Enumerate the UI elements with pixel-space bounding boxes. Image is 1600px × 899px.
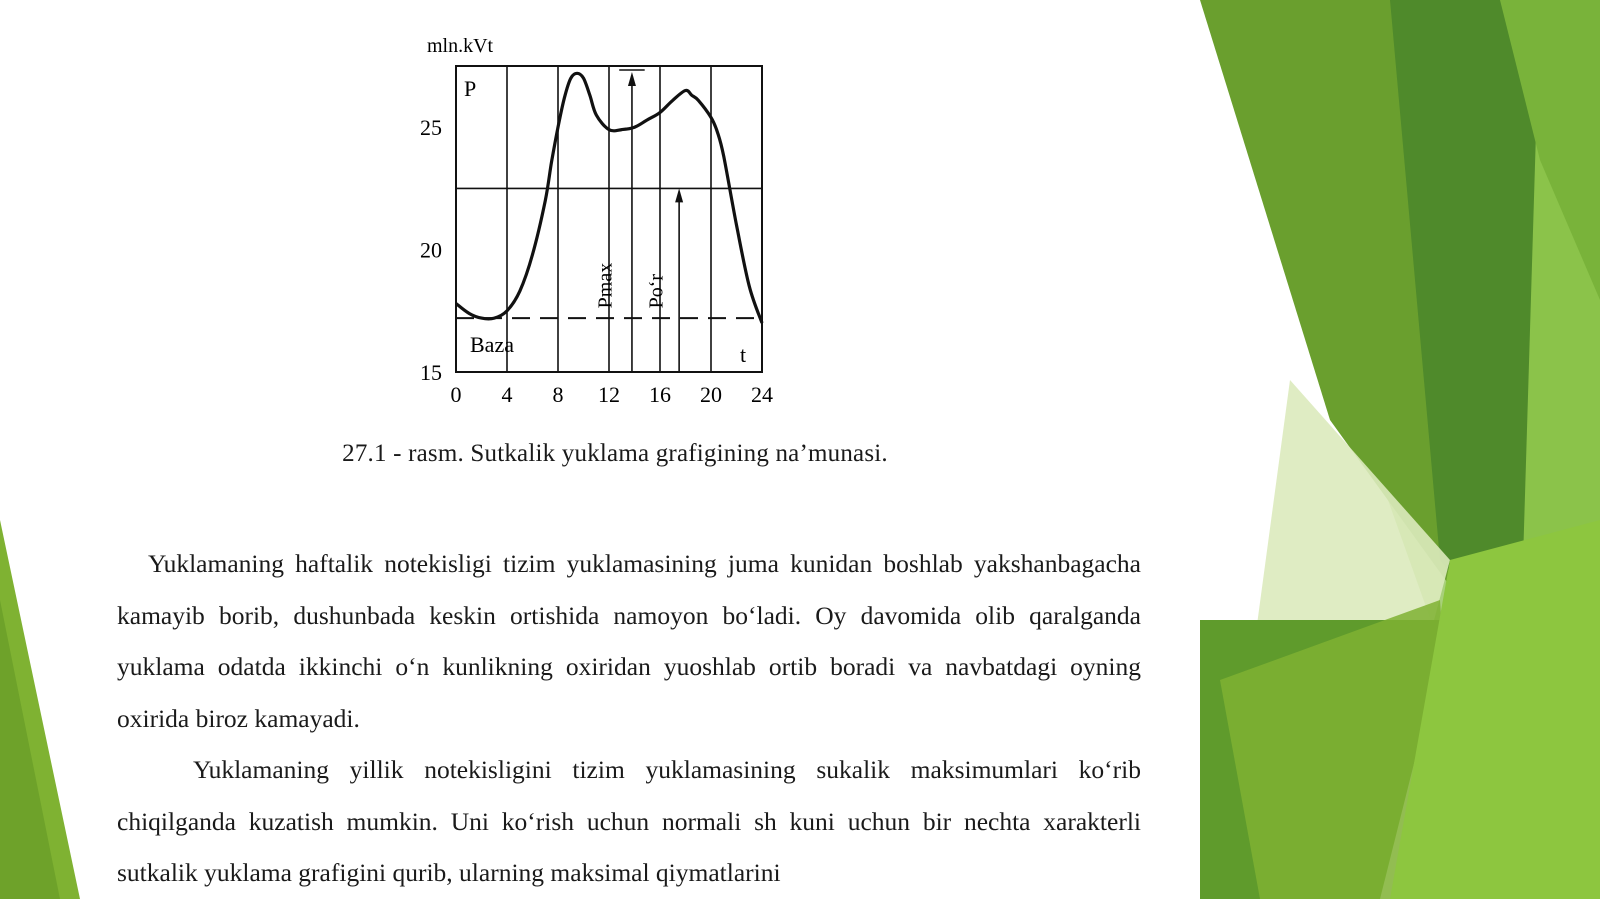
pavg-label: Po‘r: [645, 273, 668, 309]
x-tick-label: 0: [450, 382, 462, 407]
x-tick-label: 12: [598, 382, 620, 407]
paragraph-weekly: Yuklamaning haftalik notekisligi tizim yuklamasining juma kunidan boshlab yakshanbagacha kamayib borib, dushunbada keskin ortishida namoyon bo‘ladi. Oy davomida olib qaralganda yuklama odatda ikkinchi o‘n kunlikning oxiridan yuoshlab ortib boradi va navbatdagi oyning oxirida biroz kamayadi.: [117, 549, 1141, 733]
paragraph-yearly: Yuklamaning yillik notekisligini tizim yuklamasining sukalik maksimumlari ko‘rib chiqilganda kuzatish mumkin. Uni ko‘rish uchun normali sh kuni uchun bir nechta xarakterli sutkalik yuklama grafigini qurib, ularning maksimal qiymatlarini: [117, 755, 1141, 887]
y-tick-label: 20: [420, 237, 442, 263]
body-text: [117, 538, 1141, 899]
pmax-arrow-head: [628, 72, 636, 86]
chart-ticks: [420, 115, 773, 407]
chart-arrows: [619, 70, 683, 372]
x-tick-label: 8: [552, 382, 564, 407]
pavg-arrow-head: [675, 188, 683, 202]
y-tick-label: 25: [420, 115, 442, 141]
x-axis-symbol: t: [740, 342, 747, 367]
x-tick-label: 16: [649, 382, 671, 407]
y-tick-label: 15: [420, 360, 442, 385]
chart-grid: [456, 66, 762, 372]
y-axis-symbol: P: [464, 76, 477, 101]
x-tick-label: 4: [501, 382, 513, 407]
right-decoration: [1200, 0, 1600, 899]
y-axis-unit: mln.kVt: [427, 35, 494, 57]
x-tick-label: 20: [700, 382, 722, 407]
figure-caption: 27.1 - rasm. Sutkalik yuklama grafigining na’munasi.: [342, 440, 888, 467]
pmax-label: Pmax: [594, 262, 617, 309]
x-tick-label: 24: [751, 382, 773, 407]
base-label: Baza: [470, 332, 514, 358]
daily-load-chart: [400, 30, 800, 420]
